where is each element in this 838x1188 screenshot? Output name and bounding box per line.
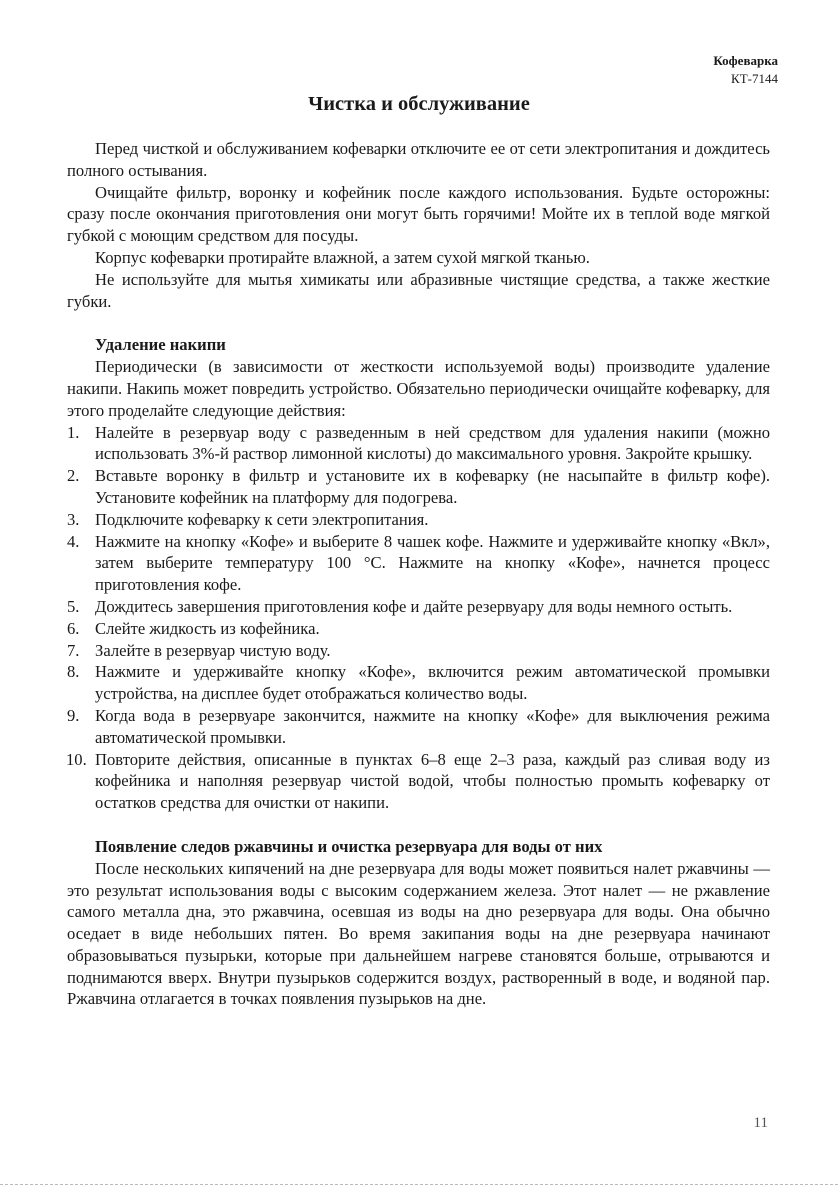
step-text: Нажмите на кнопку «Кофе» и выберите 8 чашек кофе. Нажмите и удерживайте кнопку «Вкл», затем выберите температуру 100 °С. Нажмите на кнопку «Кофе», начнется процесс приготовления кофе.	[95, 531, 770, 595]
intro-paragraph: Очищайте фильтр, воронку и кофейник после каждого использования. Будьте осторожны: сразу после окончания приготовления они могут быть горячими! Мойте их в теплой воде мягкой губкой с моющим средством для посуды.	[67, 182, 770, 246]
intro-paragraph: Перед чисткой и обслуживанием кофеварки отключите ее от сети электропитания и дождитесь полного остывания.	[67, 139, 770, 180]
bottom-divider	[0, 1184, 838, 1185]
page-header	[713, 52, 778, 88]
rust-paragraph: После нескольких кипячений на дне резервуара для воды может появиться налет ржавчины — это результат использования воды с высоким содержанием железа. Этот налет — не ржавление самого металла дна, это ржавчина, осевшая из воды на дно резервуара для воды. Она обычно оседает в виде небольших пятен. Во время закипания воды на дне резервуара начинают образовываться пузырьки, которые при дальнейшем нагреве становятся больше, отрываются и поднимаются вверх. Внутри пузырьков содержится воздух, растворенный в воде, и водяной пар. Ржавчина отлагается в точках появления пузырьков на дне.	[67, 858, 770, 1009]
page-title: Чистка и обслуживание	[308, 93, 530, 115]
step-number: 5.	[67, 596, 80, 616]
list-item	[67, 422, 770, 466]
rust-section	[67, 836, 770, 1010]
list-item	[67, 509, 770, 531]
step-number: 6.	[67, 618, 80, 638]
page-content	[67, 138, 770, 1010]
step-text: Залейте в резервуар чистую воду.	[95, 640, 331, 660]
descaling-section	[67, 334, 770, 814]
step-number: 2.	[67, 466, 80, 486]
list-item	[67, 465, 770, 509]
model-number: КТ-7144	[731, 71, 778, 86]
step-text: Нажмите и удерживайте кнопку «Кофе», включится режим автоматической промывки устройства, на дисплее будет отображаться количество воды.	[95, 662, 770, 704]
list-item	[67, 661, 770, 705]
descaling-steps-list	[67, 422, 770, 814]
list-item	[67, 596, 770, 618]
list-item	[67, 640, 770, 662]
product-name: Кофеварка	[713, 53, 778, 68]
step-text: Когда вода в резервуаре закончится, нажмите на кнопку «Кофе» для выключения режима автоматической промывки.	[95, 705, 770, 747]
list-item	[67, 749, 770, 814]
list-item	[67, 531, 770, 596]
step-number: 8.	[67, 662, 80, 682]
rust-heading: Появление следов ржавчины и очистка резервуара для воды от них	[95, 836, 603, 856]
descaling-intro: Периодически (в зависимости от жесткости используемой воды) производите удаление накипи. Накипь может повредить устройство. Обязательно периодически очищайте кофеварку, для этого проделайте следующие действия:	[67, 357, 770, 420]
step-number: 4.	[67, 531, 80, 551]
intro-paragraph: Корпус кофеварки протирайте влажной, а затем сухой мягкой тканью.	[95, 247, 590, 267]
step-text: Налейте в резервуар воду с разведенным в ней средством для удаления накипи (можно использовать 3%-й раствор лимонной кислоты) до максимального уровня. Закройте крышку.	[95, 422, 770, 464]
step-text: Слейте жидкость из кофейника.	[95, 618, 320, 638]
intro-paragraph: Не используйте для мытья химикаты или абразивные чистящие средства, а также жесткие губки.	[67, 269, 770, 311]
intro-section	[67, 138, 770, 312]
descaling-heading: Удаление накипи	[95, 335, 226, 355]
list-item	[67, 618, 770, 640]
step-number: 7.	[67, 640, 80, 660]
page-number: 11	[753, 1115, 768, 1131]
step-number: 3.	[67, 509, 80, 529]
step-number: 9.	[67, 705, 80, 725]
step-number: 1.	[67, 422, 80, 442]
step-text: Повторите действия, описанные в пунктах 6–8 еще 2–3 раза, каждый раз сливая воду из кофейника и наполняя резервуар чистой водой, чтобы полностью промыть кофеварку от остатков средства для очистки от накипи.	[95, 749, 770, 813]
list-item	[67, 705, 770, 749]
step-number: 10.	[66, 749, 87, 769]
step-text: Подключите кофеварку к сети электропитания.	[95, 509, 429, 529]
step-text: Дождитесь завершения приготовления кофе и дайте резервуару для воды немного остыть.	[95, 596, 733, 616]
step-text: Вставьте воронку в фильтр и установите их в кофеварку (не насыпайте в фильтр кофе). Установите кофейник на платформу для подогрева.	[95, 466, 770, 507]
